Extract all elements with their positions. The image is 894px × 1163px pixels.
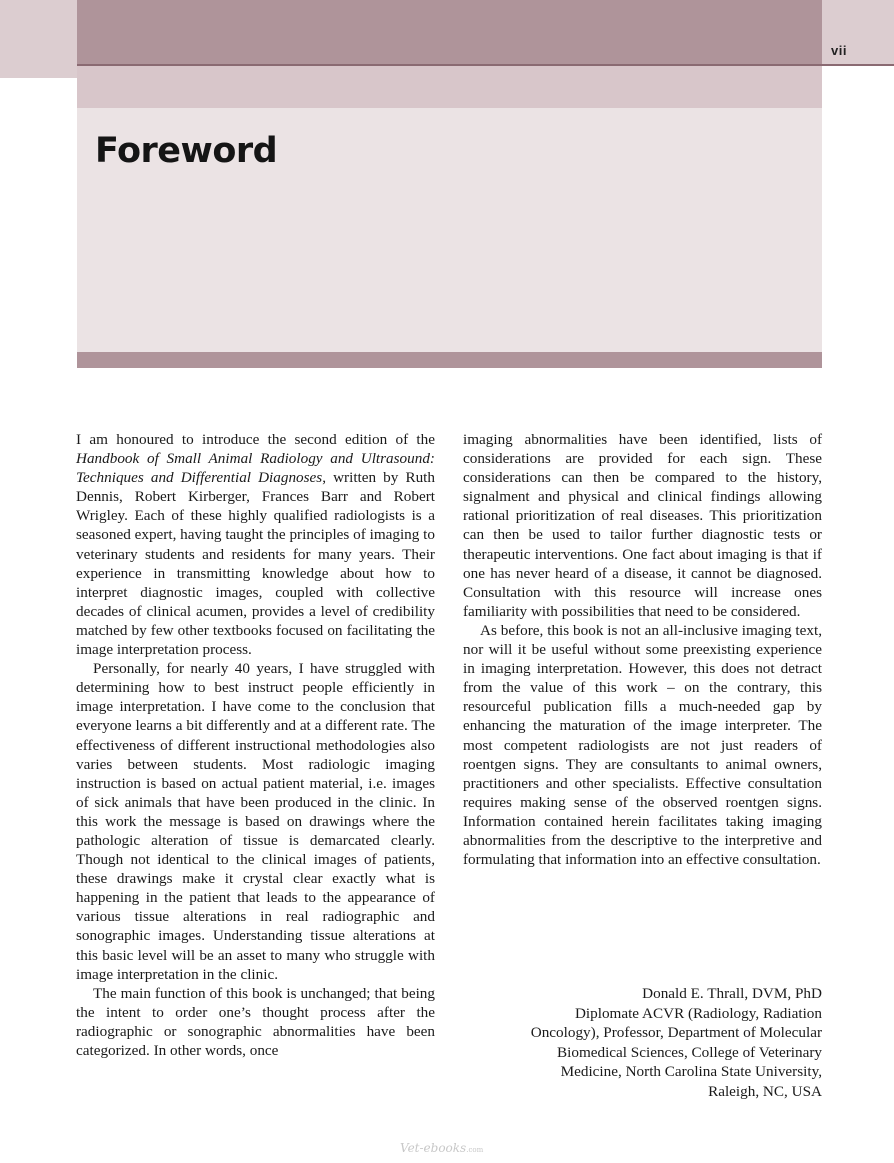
signature-line: Oncology), Professor, Department of Molecular <box>530 1024 822 1042</box>
watermark <box>400 1141 483 1155</box>
paragraph-1-rest: , written by Ruth Dennis, Robert Kirberger, Frances Barr and Robert Wrigley. Each of these highly qualified radiologists is a seasoned expert, having taught the principles of imaging to veterinary students and residents for many years. Their experience in transmitting knowledge about how to interpret diagnostic images, coupled with collective decades of clinical acumen, provides a level of credibility matched by few other textbooks focused on facilitating the image interpretation process. <box>76 469 435 659</box>
header-band-left <box>0 0 77 78</box>
page-number: vii <box>831 43 847 58</box>
paragraph-1-lead: I am honoured to introduce the second edition of the <box>76 431 435 448</box>
paragraph-4: As before, this book is not an all-inclusive imaging text, nor will it be useful without some preexisting experience in imaging interpretation. However, this does not detract from the value of this work – on the contrary, this resourceful publication fills a much-needed gap by enhancing the maturation of the image interpreter. The most competent radiologists are not just readers of roentgen signs. They are consultants to animal owners, practitioners and other specialists. Effective consultation requires making sense of the observed roentgen signs. Information contained herein facilitates taking imaging abnormalities from the descriptive to the interpretive and formulating that information into an effective consultation. <box>463 621 822 869</box>
paragraph-3-continued: imaging abnormalities have been identified, lists of considerations are provided for each sign. These considerations can then be compared to the history, signalment and physical and clinical findings allowing rational prioritization of real diseases. This prioritization can then be used to tailor further diagnostic tests or therapeutic interventions. One fact about imaging is that if one has never heard of a disease, it cannot be diagnosed. Consultation with this resource will increase ones familiarity with possibilities that need to be considered. <box>463 431 822 620</box>
signature-line: Diplomate ACVR (Radiology, Radiation <box>574 1004 822 1022</box>
signature-line: Biomedical Sciences, College of Veterinary <box>557 1043 822 1061</box>
paragraph-1 <box>76 430 435 659</box>
signature-location: Raleigh, NC, USA <box>708 1082 822 1100</box>
watermark-suffix: .com <box>466 1146 484 1154</box>
title-bottom-band <box>77 352 822 368</box>
signature-line: Medicine, North Carolina State University, <box>560 1063 822 1081</box>
watermark-main: Vet-ebooks <box>400 1141 467 1155</box>
body-left-column <box>76 430 435 1060</box>
title-top-band <box>77 66 822 108</box>
signature-name: Donald E. Thrall, DVM, PhD <box>642 985 822 1002</box>
signature-block <box>463 984 822 1102</box>
header-band-top <box>77 0 822 64</box>
page-title: Foreword <box>95 131 278 171</box>
paragraph-2: Personally, for nearly 40 years, I have struggled with determining how to best instruct people efficiently in image interpretation. I have come to the conclusion that everyone learns a bit differently and at a different rate. The effectiveness of different instructional methodologies also varies between students. Most radiologic imaging instruction is based on actual patient material, i.e. images of sick animals that have been produced in the clinic. In this work the message is based on drawings where the pathologic alteration of tissue is demarcated clearly. Though not identical to the clinical images of patients, these drawings make it crystal clear exactly what is happening in the patient that leads to the appearance of various tissue alterations in real radiographic and sonographic images. Understanding tissue alterations at this basic level will be an asset to many who struggle with image interpretation in the clinic. <box>76 660 435 983</box>
book-title: Handbook of Small Animal Radiology and Ultrasound: Techniques and Differential Diagnoses <box>76 450 435 487</box>
paragraph-3: The main function of this book is unchanged; that being the intent to order one’s thought process after the radiographic or sonographic abnormalities have been categorized. In other words, once <box>76 984 435 1059</box>
body-right-column <box>463 430 822 869</box>
